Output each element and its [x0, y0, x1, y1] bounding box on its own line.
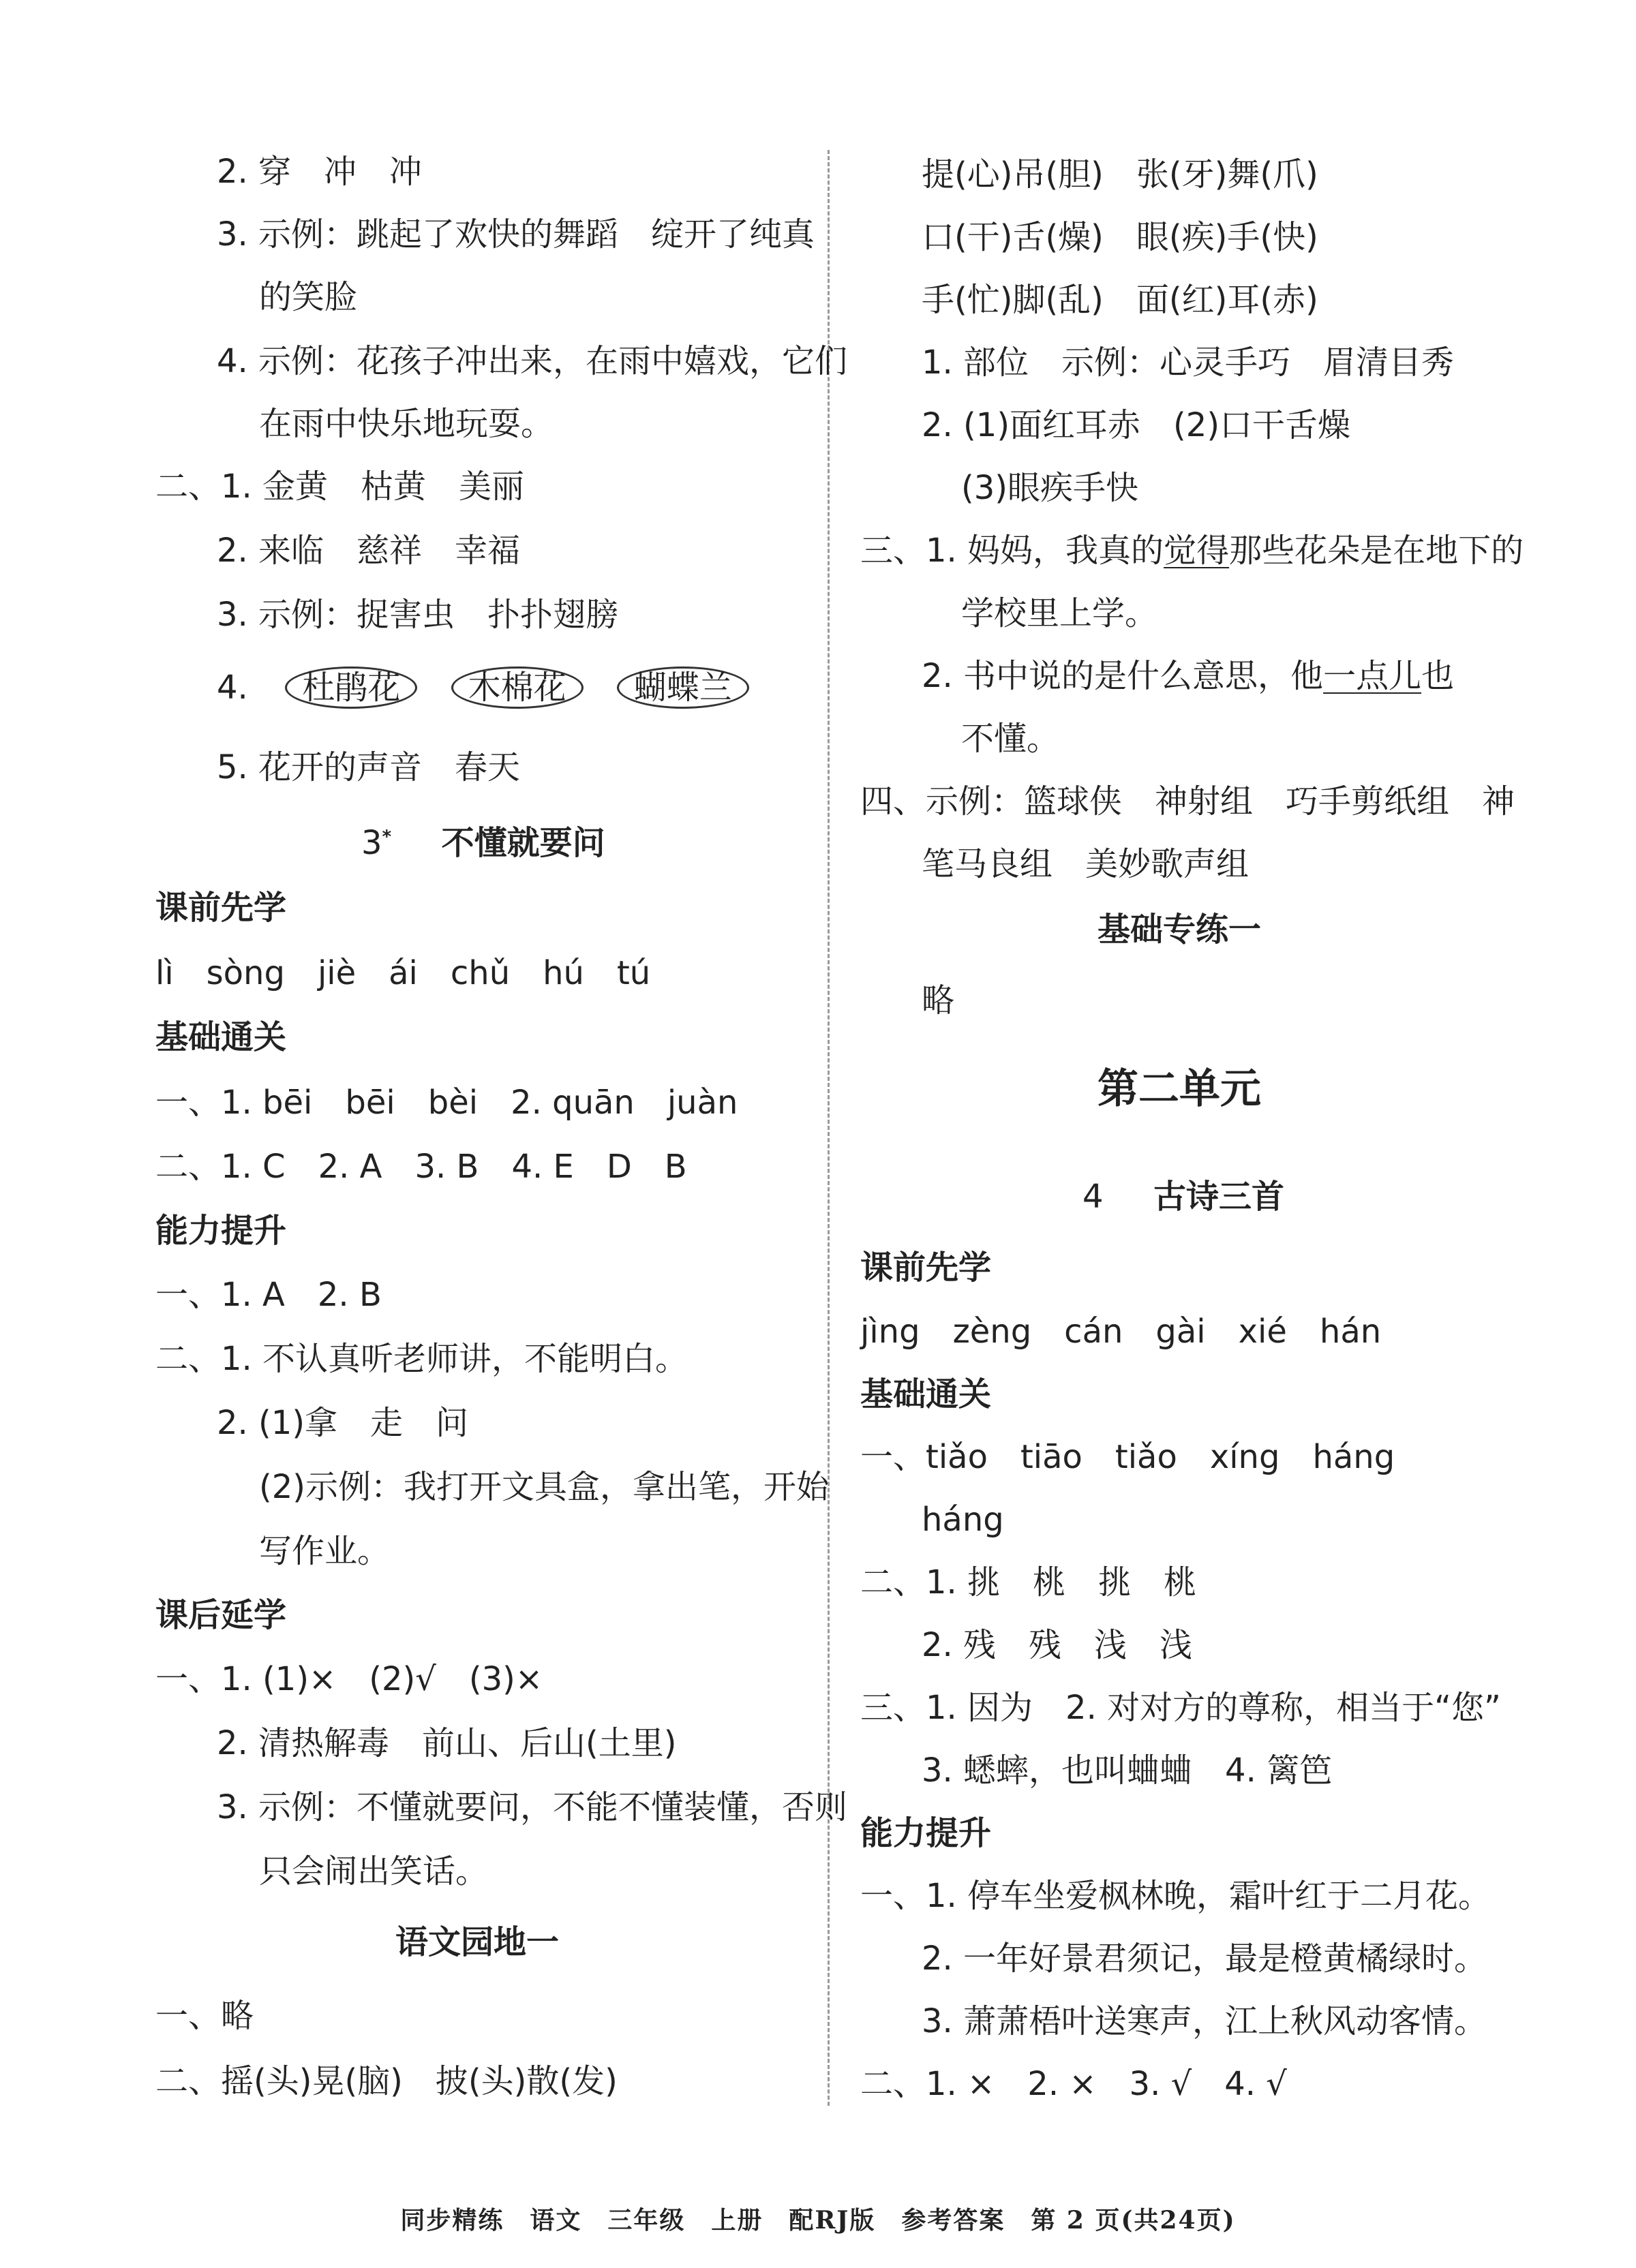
- answer-text: 三、1. 妈妈，我真的: [860, 532, 1164, 570]
- answer-line: 一、tiǎo tiāo tiǎo xíng háng: [860, 1438, 1395, 1476]
- pinyin-answer: jìng zèng cán gài xié hán: [860, 1313, 1382, 1351]
- underlined-word: 觉得: [1164, 532, 1230, 570]
- answer-line: 二、1. 不认真听老师讲，不能明白。: [155, 1340, 688, 1378]
- lesson-title: [361, 816, 605, 863]
- answer-line: háng: [922, 1501, 1004, 1539]
- answer-line: 笔马良组 美妙歌声组: [922, 845, 1249, 883]
- answer-line: 手(忙)脚(乱) 面(红)耳(赤): [922, 281, 1318, 319]
- answer-line: 3. 示例：不懂就要问，不能不懂装懂，否则: [217, 1788, 848, 1826]
- section-heading: 基础通关: [860, 1375, 992, 1413]
- answer-line: 2. (1)拿 走 问: [217, 1404, 469, 1442]
- lesson-title: 语文园地一: [395, 1923, 560, 1961]
- answer-text: 那些花朵是在地下的: [1229, 532, 1524, 570]
- answer-line: 3. 示例：捉害虫 扑扑翅膀: [217, 596, 619, 634]
- answer-line: 一、1. A 2. B: [155, 1276, 382, 1314]
- circled-answer: 蝴蝶兰: [617, 666, 749, 709]
- lesson-name: 不懂就要问: [441, 824, 605, 862]
- answer-line: 二、摇(头)晃(脑) 披(头)散(发): [155, 2062, 618, 2100]
- answer-line: 2. (1)面红耳赤 (2)口干舌燥: [922, 406, 1351, 444]
- answer-line: 二、1. C 2. A 3. B 4. E D B: [155, 1148, 687, 1186]
- answer-line: 3. 示例：跳起了欢快的舞蹈 绽开了纯真: [217, 215, 815, 254]
- circled-answer: 杜鹃花: [285, 666, 417, 709]
- section-heading: 课前先学: [860, 1248, 992, 1287]
- answer-line: 不懂。: [961, 720, 1060, 758]
- answer-line: 写作业。: [259, 1532, 391, 1570]
- answer-line: 学校里上学。: [961, 594, 1158, 632]
- answer-line: 二、1. 金黄 枯黄 美丽: [155, 468, 525, 506]
- answer-line: 3. 蟋蟀，也叫蛐蛐 4. 篱笆: [922, 1751, 1333, 1790]
- unit-title: 第二单元: [1097, 1065, 1261, 1113]
- answer-line: [860, 530, 1524, 571]
- answer-line: 一、略: [155, 1997, 254, 2035]
- answer-line: (2)示例：我打开文具盒，拿出笔，开始: [259, 1468, 829, 1506]
- answer-line: [922, 656, 1454, 696]
- lesson-title: [1082, 1176, 1284, 1217]
- answer-line: 2. 清热解毒 前山、后山(土里): [217, 1724, 677, 1762]
- answer-line: 2. 一年好景君须记，最是橙黄橘绿时。: [922, 1940, 1487, 1978]
- page-footer: 同步精练 语文 三年级 上册 配RJ版 参考答案 第 2 页(共24页): [400, 2206, 1236, 2235]
- item-number: 4.: [217, 669, 248, 707]
- answer-line: 在雨中快乐地玩耍。: [259, 405, 554, 443]
- answer-line: 4. 示例：花孩子冲出来，在雨中嬉戏，它们: [217, 342, 848, 380]
- answer-line: 四、示例：篮球侠 神射组 巧手剪纸组 神: [860, 782, 1515, 821]
- section-heading: 课前先学: [155, 889, 287, 927]
- answer-line: 三、1. 因为 2. 对对方的尊称，相当于“您”: [860, 1689, 1501, 1727]
- answer-line: 2. 穿 冲 冲: [217, 153, 423, 191]
- lesson-number: 4: [1082, 1178, 1104, 1216]
- section-heading: 能力提升: [155, 1212, 287, 1250]
- answer-line: 的笑脸: [259, 278, 358, 316]
- answer-line: 一、1. bēi bēi bèi 2. quān juàn: [155, 1084, 738, 1122]
- answer-line: 二、1. × 2. × 3. √ 4. √: [860, 2065, 1287, 2103]
- answer-line: 略: [922, 981, 955, 1020]
- answer-line: 2. 残 残 浅 浅: [922, 1626, 1193, 1664]
- answer-line: 二、1. 挑 桃 挑 桃: [860, 1563, 1197, 1602]
- answer-line-ovals: [217, 666, 772, 709]
- section-heading: 课后延学: [155, 1596, 287, 1634]
- answer-line: 5. 花开的声音 春天: [217, 748, 521, 786]
- section-heading: 基础通关: [155, 1018, 287, 1056]
- answer-line: 2. 来临 慈祥 幸福: [217, 532, 521, 570]
- lesson-number: 3: [361, 824, 382, 862]
- underlined-word: 一点儿: [1323, 657, 1422, 695]
- answer-line: 只会闹出笑话。: [259, 1852, 489, 1890]
- pinyin-answer: lì sòng jiè ái chǔ hú tú: [155, 954, 651, 992]
- answer-line: (3)眼疾手快: [961, 469, 1138, 507]
- answer-line: 提(心)吊(胆) 张(牙)舞(爪): [922, 155, 1318, 194]
- section-title: 基础专练一: [1097, 910, 1262, 949]
- answer-line: 一、1. 停车坐爱枫林晚，霜叶红于二月花。: [860, 1877, 1491, 1915]
- answer-line: 1. 部位 示例：心灵手巧 眉清目秀: [922, 343, 1455, 382]
- answer-line: 口(干)舌(燥) 眼(疾)手(快): [922, 218, 1318, 256]
- answer-text: 也: [1421, 657, 1455, 695]
- answer-line: 一、1. (1)× (2)√ (3)×: [155, 1660, 543, 1698]
- section-heading: 能力提升: [860, 1814, 992, 1852]
- lesson-name: 古诗三首: [1153, 1178, 1284, 1216]
- lesson-star: *: [382, 827, 392, 847]
- answer-line: 3. 萧萧梧叶送寒声，江上秋风动客情。: [922, 2002, 1487, 2040]
- answer-text: 2. 书中说的是什么意思，他: [922, 657, 1324, 695]
- circled-answer: 木棉花: [451, 666, 584, 709]
